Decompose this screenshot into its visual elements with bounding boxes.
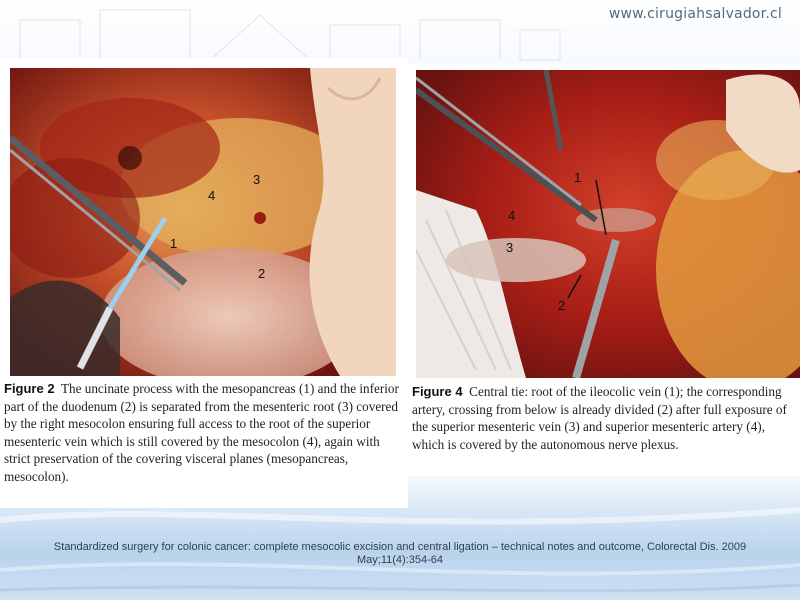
figure-2-marker-2: 2 — [258, 266, 266, 281]
figure-4-marker-3: 3 — [506, 240, 514, 255]
figure-2-marker-4: 4 — [208, 188, 216, 203]
figure-4-marker-4: 4 — [508, 208, 516, 223]
figure-2-marker-1: 1 — [170, 236, 178, 251]
figure-4-surgical-photo — [416, 70, 800, 378]
figure-2-marker-3: 3 — [253, 172, 261, 187]
figure-4-label: Figure 4 — [412, 384, 463, 399]
figure-4-marker-2: 2 — [558, 298, 566, 313]
figure-2-label: Figure 2 — [4, 381, 55, 396]
figure-4-caption-text: Central tie: root of the ileocolic vein (1); the corresponding artery, crossing from below is already divided (2) after full exposure of the superior mesenteric vein (3) and superior mesenteric artery (4), which is covered by the autonomous nerve plexus. — [412, 384, 787, 452]
figure-2-caption-text: The uncinate process with the mesopancreas (1) and the inferior part of the duodenum (2) is separated from the mesenteric root (3) covered by the right mesocolon ensuring full access to the root of the superior mesenteric vein which is still covered by the mesocolon (4), again with strict preservation of the covering visceral planes (mesopancreas, mesocolon). — [4, 381, 399, 484]
figure-2-caption — [4, 380, 404, 486]
figure-2-surgical-photo — [10, 68, 396, 376]
citation: Standardized surgery for colonic cancer: complete mesocolic excision and central ligation – technical notes and outcome, Colorectal Dis. 2009 May;11(4):354-64 — [53, 541, 747, 566]
figure-4-caption — [412, 383, 800, 453]
site-url[interactable]: www.cirugiahsalvador.cl — [608, 6, 782, 22]
figure-4-card — [408, 64, 800, 476]
figure-4-marker-1: 1 — [574, 170, 582, 185]
figure-2-card — [0, 58, 408, 508]
